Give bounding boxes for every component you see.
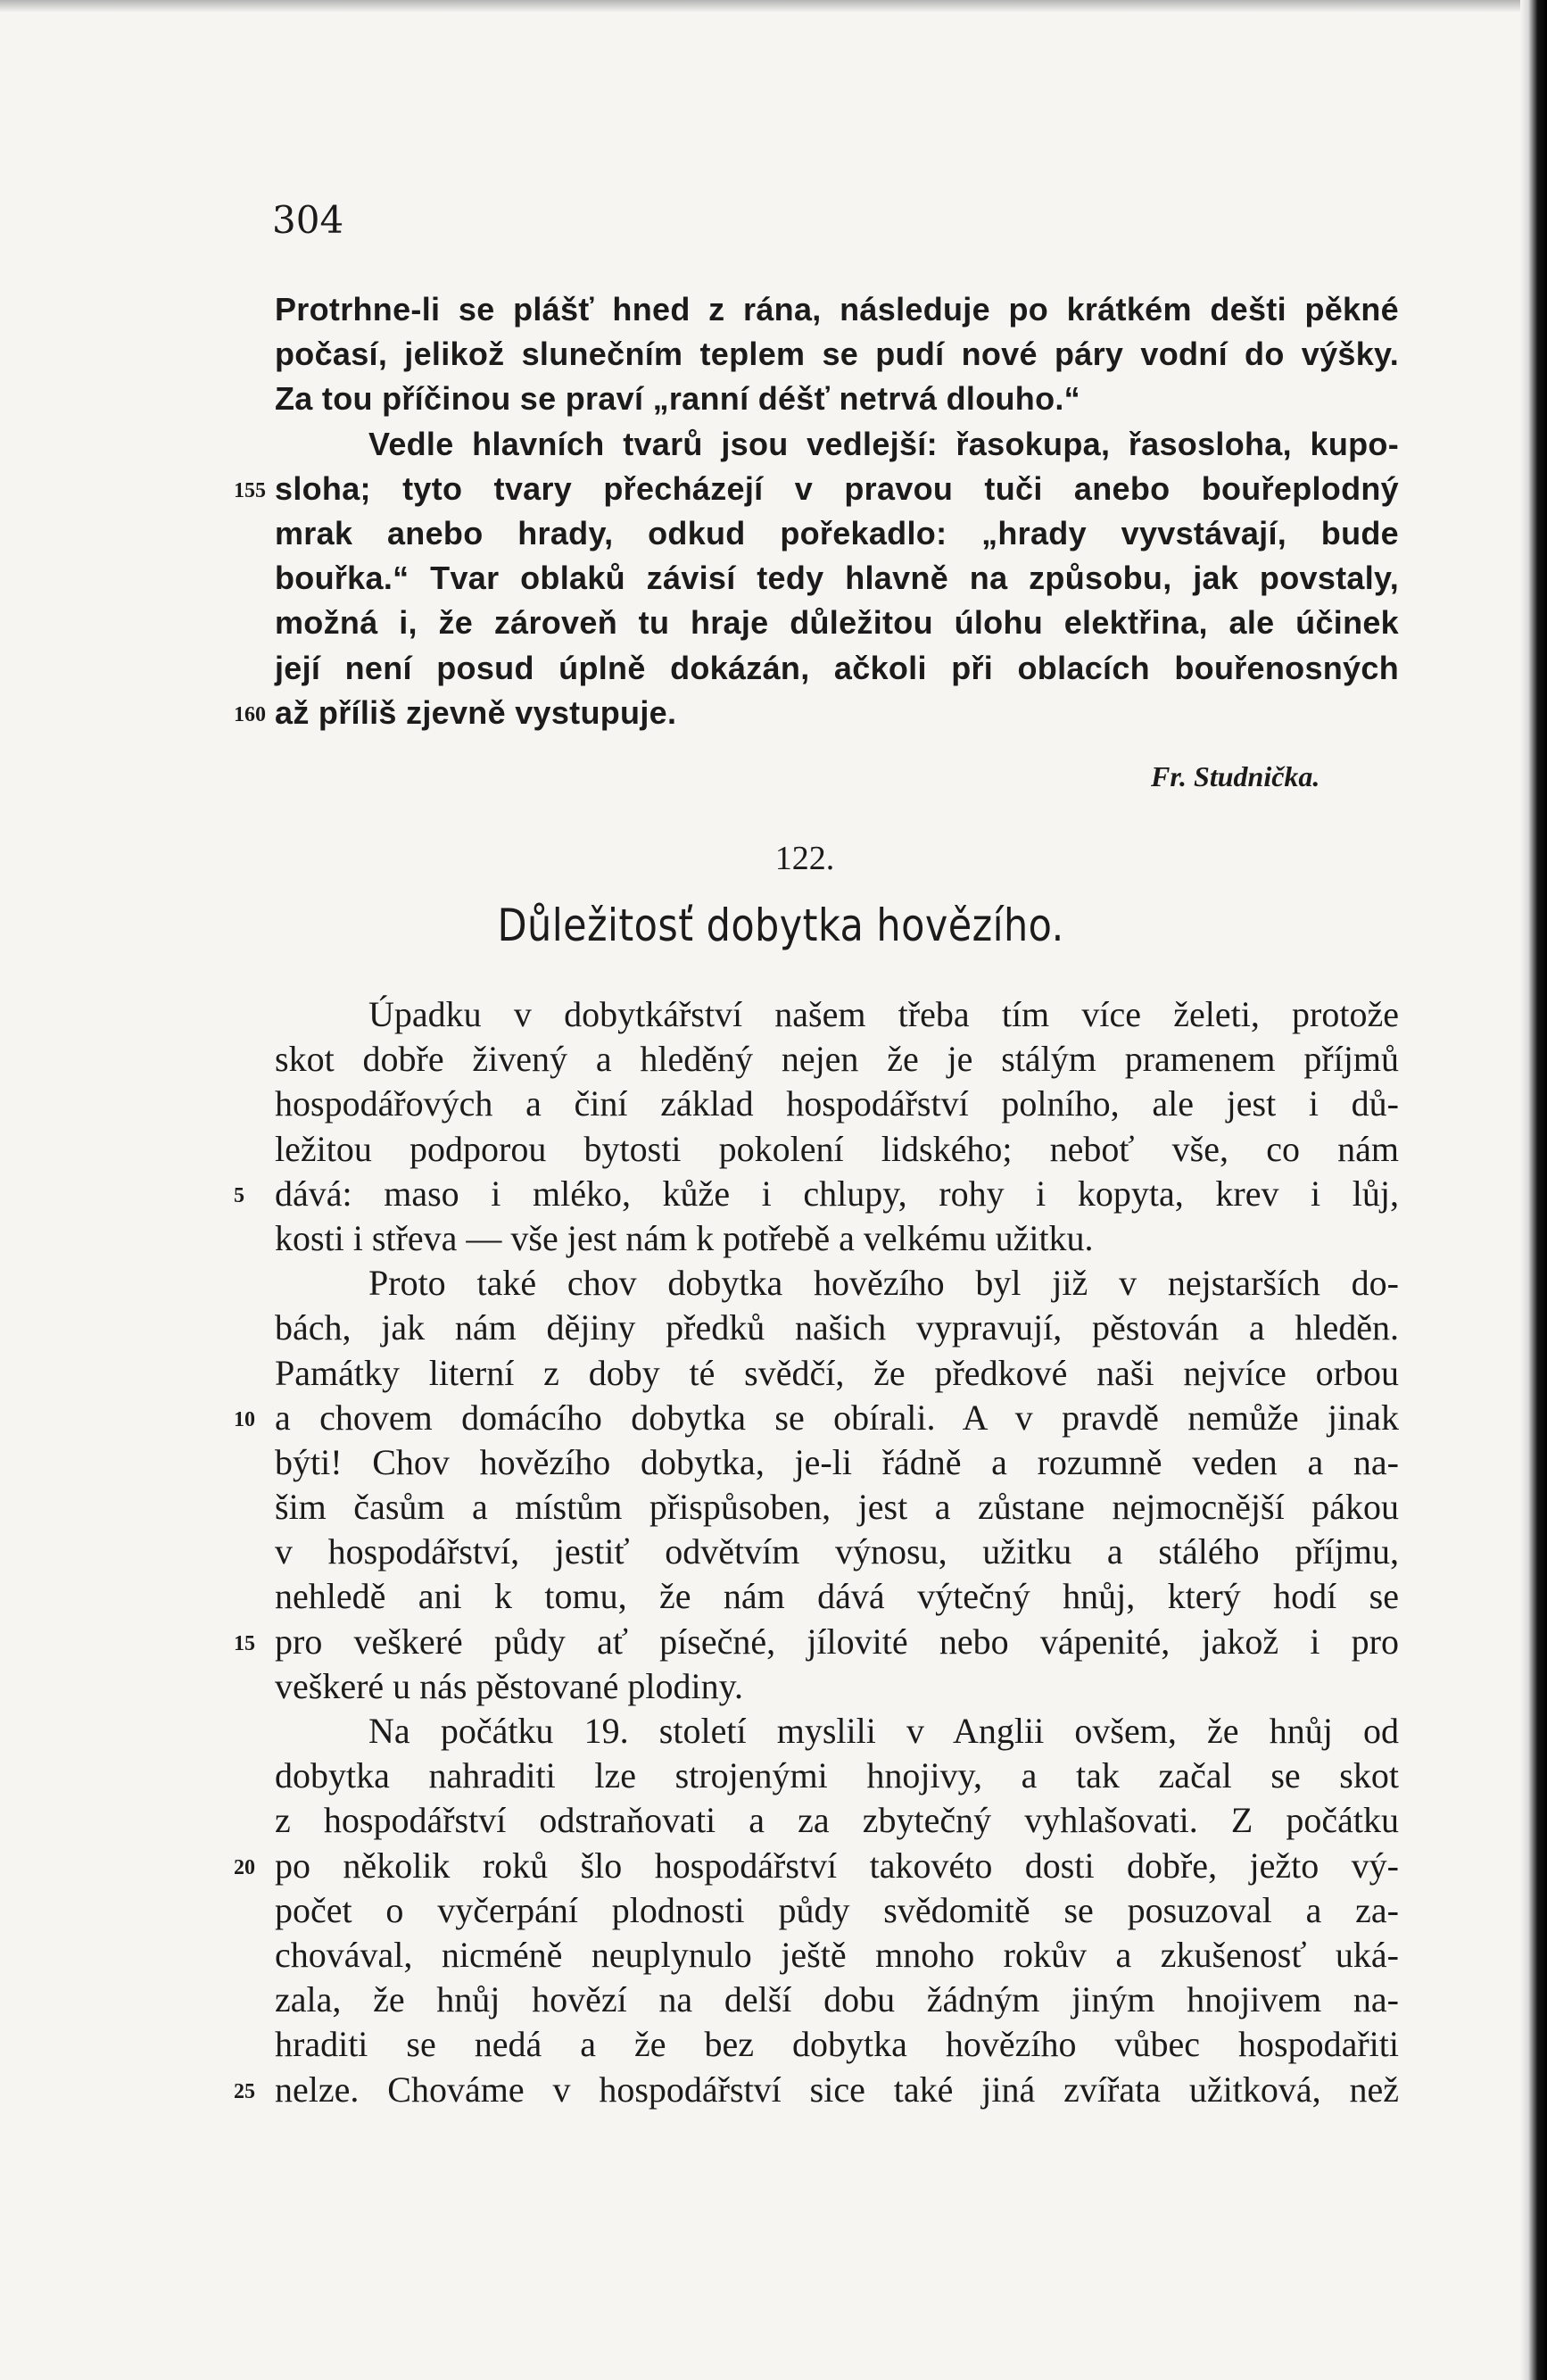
text-line: z hospodářství odstraňovati a za zbytečný vyhlašovati. Z počátku xyxy=(275,1800,1399,1841)
text-line: v hospodářství, jestiť odvětvím výnosu, užitku a stálého příjmu, xyxy=(275,1531,1399,1572)
text-line: bách, jak nám dějiny předků našich vypravují, pěstován a hleděn. xyxy=(275,1307,1399,1348)
text-line: býti! Chov hovězího dobytka, je-li řádně a rozumně veden a na- xyxy=(275,1441,1399,1482)
text-line: počasí, jelikož slunečním teplem se pudí nové páry vodní do výšky. xyxy=(275,336,1399,373)
text-line: kosti i střeva — vše jest nám k potřebě a velkému užitku. xyxy=(275,1217,1094,1258)
text-line: počet o vyčerpání plodnosti půdy svědomitě se posuzoval a za- xyxy=(275,1889,1399,1930)
text-line: Za tou příčinou se praví „ranní déšť netrvá dlouho.“ xyxy=(275,380,1080,418)
text-line: šim časům a místům přispůsoben, jest a zůstane nejmocnější pákou xyxy=(275,1487,1399,1528)
line-number: 20 xyxy=(234,1855,255,1879)
line-number: 15 xyxy=(234,1631,255,1655)
text-line: možná i, že zároveň tu hraje důležitou úlohu elektřina, ale účinek xyxy=(275,604,1399,642)
line-number: 155 xyxy=(234,478,266,502)
text-line: ležitou podporou bytosti pokolení lidského; neboť vše, co nám xyxy=(275,1128,1399,1169)
passage-clouds xyxy=(275,287,1399,735)
text-line: hospodářových a činí základ hospodářství polního, ale jest i dů- xyxy=(275,1083,1399,1124)
line-number: 5 xyxy=(234,1183,244,1207)
text-line: Úpadku v dobytkářství našem třeba tím více želeti, protože xyxy=(368,994,1399,1034)
text-line: veškeré u nás pěstované plodiny. xyxy=(275,1665,744,1706)
section-title: Důležitosť dobytka hovězího. xyxy=(497,900,1064,951)
text-line: po několik roků šlo hospodářství takovéto dosti dobře, ježto vý- xyxy=(275,1845,1399,1886)
text-line: hraditi se nedá a že bez dobytka hovězího vůbec hospodařiti xyxy=(275,2024,1399,2065)
text-line: a chovem domácího dobytka se obírali. A v pravdě nemůže jinak xyxy=(275,1397,1399,1438)
page-number: 304 xyxy=(272,198,344,242)
text-line: pro veškeré půdy ať písečné, jílovité nebo vápenité, jakož i pro xyxy=(275,1621,1399,1662)
text-line: Na počátku 19. století myslili v Anglii ovšem, že hnůj od xyxy=(368,1711,1399,1751)
line-number: 160 xyxy=(234,702,266,726)
text-line: až příliš zjevně vystupuje. xyxy=(275,693,677,731)
text-line: Památky literní z doby té svědčí, že předkové naši nejvíce orbou xyxy=(275,1352,1399,1393)
text-line: nelze. Chováme v hospodářství sice také jiná zvířata užitková, než xyxy=(275,2069,1399,2110)
author-signature: Fr. Studnička. xyxy=(1151,760,1320,792)
line-number: 10 xyxy=(234,1407,255,1431)
text-line: Vedle hlavních tvarů jsou vedlejší: řasokupa, řasosloha, kupo- xyxy=(368,425,1399,462)
section-number: 122. xyxy=(774,840,835,877)
text-line: sloha; tyto tvary přecházejí v pravou tuči anebo bouřeplodný xyxy=(275,469,1399,507)
text-line: její není posud úplně dokázán, ačkoli při oblacích bouřenosných xyxy=(275,649,1399,686)
page-right-edge xyxy=(1520,0,1547,2380)
text-line: bouřka.“ Tvar oblaků závisí tedy hlavně na způsobu, jak povstaly, xyxy=(275,560,1399,597)
line-number: 25 xyxy=(234,2079,255,2103)
text-line: dobytka nahraditi lze strojenými hnojivy, a tak začal se skot xyxy=(275,1755,1399,1796)
text-line: zala, že hnůj hovězí na delší dobu žádným jiným hnojivem na- xyxy=(275,1979,1399,2020)
text-line: skot dobře živený a hleděný nejen že je stálým pramenem příjmů xyxy=(275,1039,1399,1080)
text-line: nehledě ani k tomu, že nám dává výtečný hnůj, který hodí se xyxy=(275,1576,1399,1617)
text-line: Protrhne-li se plášť hned z rána, následuje po krátkém dešti pěkné xyxy=(275,291,1399,328)
page-top-edge xyxy=(0,0,1547,12)
passage-cattle xyxy=(275,992,1399,2112)
text-line: dává: maso i mléko, kůže i chlupy, rohy i kopyta, krev i lůj, xyxy=(275,1173,1399,1214)
text-line: chovával, nicméně neuplynulo ještě mnoho rokův a zkušenosť uká- xyxy=(275,1934,1399,1975)
text-line: Proto také chov dobytka hovězího byl již v nejstarších do- xyxy=(368,1263,1399,1304)
text-line: mrak anebo hrady, odkud pořekadlo: „hrady vyvstávají, bude xyxy=(275,514,1399,551)
